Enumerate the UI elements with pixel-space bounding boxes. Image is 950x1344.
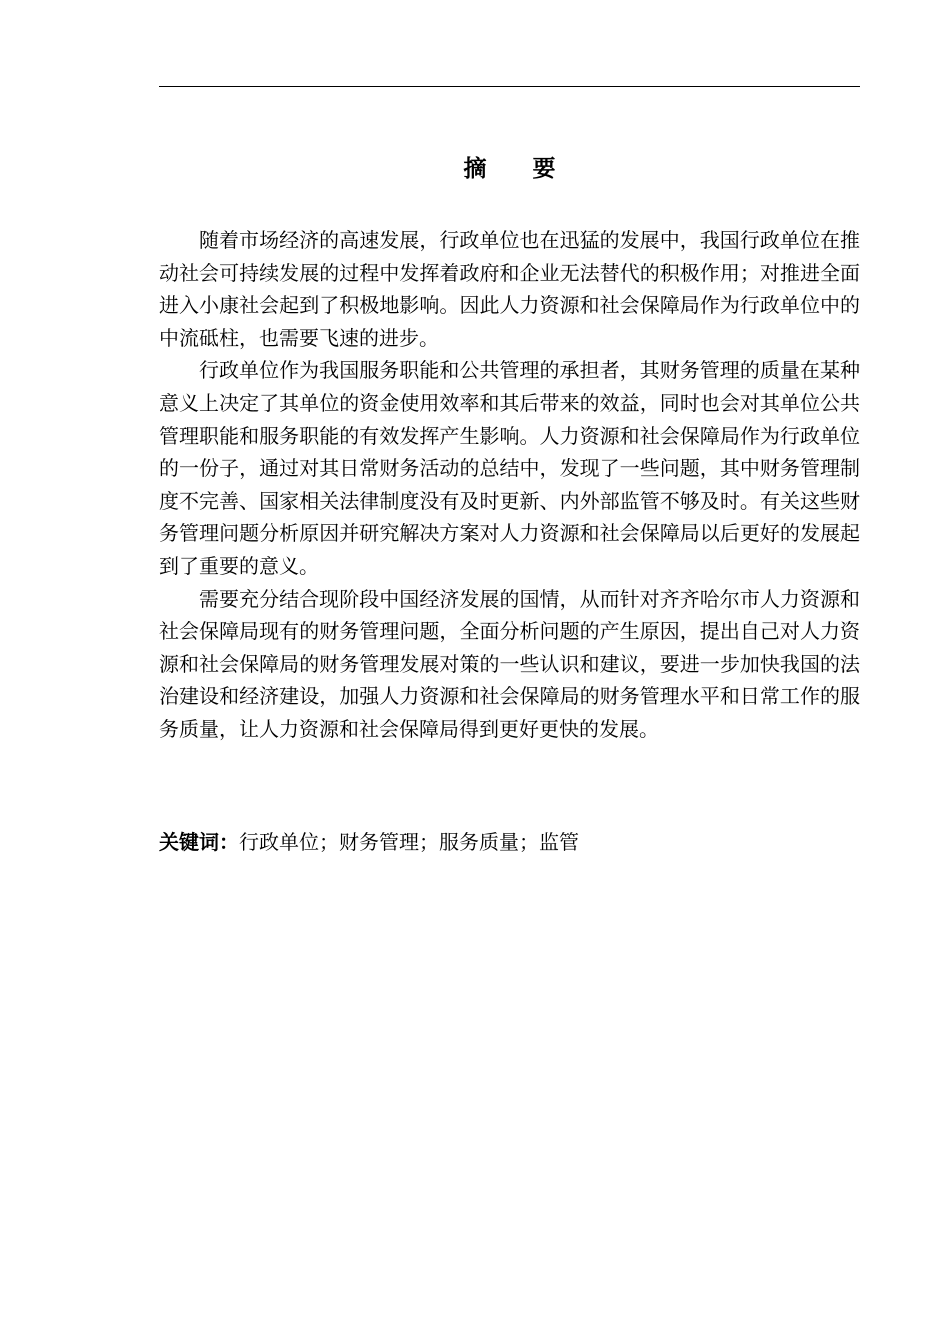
abstract-title-part1: 摘 bbox=[463, 156, 487, 182]
abstract-title-part2: 要 bbox=[532, 156, 556, 182]
header-rule bbox=[159, 86, 860, 87]
keywords-label: 关键词： bbox=[159, 830, 239, 854]
abstract-paragraph-1: 随着市场经济的高速发展，行政单位也在迅猛的发展中，我国行政单位在推动社会可持续发展的过程中发挥着政府和企业无法替代的积极作用；对推进全面进入小康社会起到了积极地影响。因此人力资源和社会保障局作为行政单位中的中流砥柱，也需要飞速的进步。 bbox=[159, 228, 860, 350]
keywords-line bbox=[159, 826, 860, 858]
abstract-paragraph-3: 需要充分结合现阶段中国经济发展的国情，从而针对齐齐哈尔市人力资源和社会保障局现有的财务管理问题，全面分析问题的产生原因，提出自己对人力资源和社会保障局的财务管理发展对策的一些认识和建议，要进一步加快我国的法治建设和经济建设，加强人力资源和社会保障局的财务管理水平和日常工作的服务质量，让人力资源和社会保障局得到更好更快的发展。 bbox=[159, 586, 860, 741]
abstract-paragraph-2: 行政单位作为我国服务职能和公共管理的承担者，其财务管理的质量在某种意义上决定了其单位的资金使用效率和其后带来的效益，同时也会对其单位公共管理职能和服务职能的有效发挥产生影响。人力资源和社会保障局作为行政单位的一份子，通过对其日常财务活动的总结中，发现了一些问题，其中财务管理制度不完善、国家相关法律制度没有及时更新、内外部监管不够及时。有关这些财务管理问题分析原因并研究解决方案对人力资源和社会保障局以后更好的发展起到了重要的意义。 bbox=[159, 358, 860, 578]
abstract-body bbox=[159, 224, 860, 746]
keywords-text: 行政单位；财务管理；服务质量；监管 bbox=[239, 830, 579, 854]
abstract-title bbox=[0, 150, 950, 183]
